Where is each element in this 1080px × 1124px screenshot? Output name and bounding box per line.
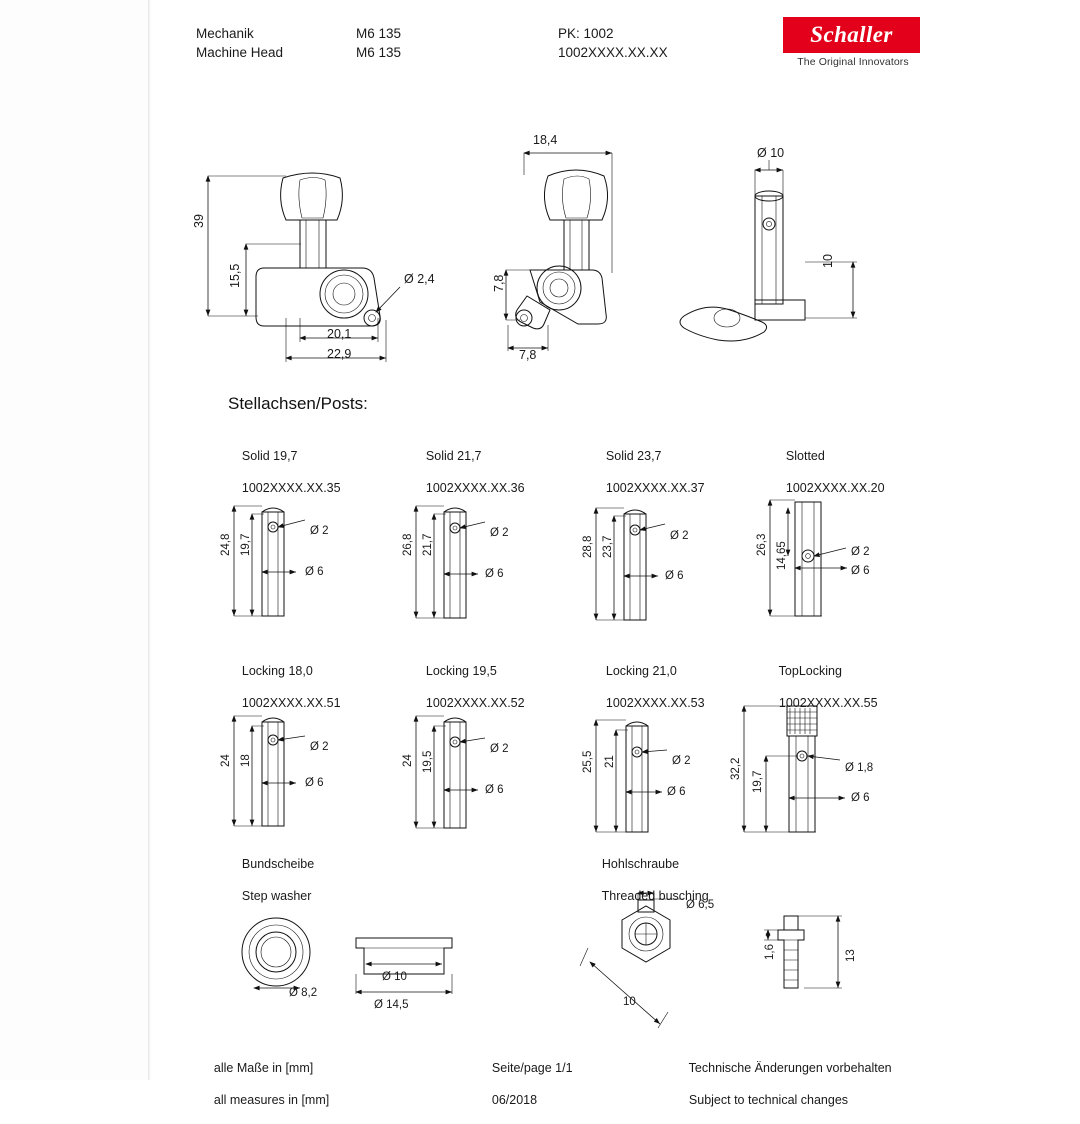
bushing-length-label: 13 (845, 949, 857, 962)
post1-total-label: 26,8 (402, 533, 414, 556)
footer-units-en: all measures in [mm] (213, 1093, 330, 1107)
post-caption-7 (765, 647, 878, 727)
washer-title-en: Step washer (241, 889, 312, 903)
top-diameter-label: Ø 10 (757, 146, 785, 160)
washer-outer-label: Ø 14,5 (374, 999, 409, 1011)
header-pk: PK: 1002 (558, 26, 614, 41)
post-drawing-6 (596, 720, 667, 832)
washer-mid-label: Ø 10 (382, 971, 407, 983)
post-caption-5 (412, 647, 525, 727)
post-code-1: 1002XXXX.XX.36 (425, 481, 525, 495)
post-drawing-1 (416, 506, 485, 618)
post3-total-label: 26,3 (756, 533, 768, 556)
footer-date: 06/2018 (491, 1093, 538, 1107)
front-width1-label: 20,1 (327, 327, 352, 341)
post7-post-label: 19,7 (752, 770, 764, 793)
side-view-drawing (506, 153, 612, 351)
brand-logo (783, 17, 923, 68)
post0-post-label: 19,7 (240, 533, 252, 556)
post5-shaft-label: Ø 6 (485, 784, 504, 796)
post-caption-2 (592, 432, 705, 512)
footer-units-de: alle Maße in [mm] (213, 1061, 314, 1075)
post6-hole-label: Ø 2 (672, 755, 691, 767)
front-hole-label: Ø 2,4 (404, 272, 435, 286)
footer-page (478, 1044, 573, 1124)
footer-notice (675, 1044, 892, 1124)
front-mid-label: 15,5 (228, 263, 242, 288)
logo-wordmark: Schaller (810, 22, 893, 47)
header-model-1: M6 135 (356, 26, 402, 41)
post-caption-3 (772, 432, 885, 512)
header-product-names (196, 24, 356, 62)
header-name-de: Mechanik (196, 26, 254, 41)
bushing-title-en: Threaded busching (601, 889, 709, 903)
post-caption-4 (228, 647, 341, 727)
post0-hole-label: Ø 2 (310, 525, 329, 537)
post6-shaft-label: Ø 6 (667, 786, 686, 798)
header-models (356, 24, 506, 62)
page-edge-shadow (148, 0, 151, 1080)
post5-hole-label: Ø 2 (490, 743, 509, 755)
post1-shaft-label: Ø 6 (485, 568, 504, 580)
post-code-0: 1002XXXX.XX.35 (241, 481, 341, 495)
post4-total-label: 24 (220, 754, 232, 767)
header-model-2: M6 135 (356, 45, 402, 60)
post-name-1: Solid 21,7 (425, 449, 482, 463)
front-height-label: 39 (192, 214, 206, 228)
footer-notice-de: Technische Änderungen vorbehalten (688, 1061, 892, 1075)
post-drawing-4 (234, 716, 305, 826)
post2-hole-label: Ø 2 (670, 530, 689, 542)
top-offset-label: 10 (821, 254, 835, 268)
post-code-6: 1002XXXX.XX.53 (605, 696, 705, 710)
front-width2-label: 22,9 (327, 347, 352, 361)
post7-shaft-label: Ø 6 (851, 792, 870, 804)
post-drawing-0 (234, 506, 305, 616)
washer-title-de: Bundscheibe (241, 857, 315, 871)
logo-tagline: The Original Innovators (797, 56, 909, 68)
footer-page-label: Seite/page 1/1 (491, 1061, 573, 1075)
side-width-label: 18,4 (533, 133, 558, 147)
bushing-flange-label: 1,6 (764, 944, 776, 960)
header-name-en: Machine Head (196, 45, 284, 60)
post-code-3: 1002XXXX.XX.20 (785, 481, 885, 495)
post-code-2: 1002XXXX.XX.37 (605, 481, 705, 495)
post7-total-label: 32,2 (730, 757, 742, 780)
post-name-7: TopLocking (778, 664, 842, 678)
post-caption-0 (228, 432, 341, 512)
bushing-top-label: Ø 6,5 (686, 899, 715, 911)
post0-shaft-label: Ø 6 (305, 566, 324, 578)
post-name-2: Solid 23,7 (605, 449, 662, 463)
post-code-4: 1002XXXX.XX.51 (241, 696, 341, 710)
page-left-margin (0, 0, 150, 1080)
post-name-3: Slotted (785, 449, 825, 463)
post2-shaft-label: Ø 6 (665, 570, 684, 582)
post0-total-label: 24,8 (220, 533, 232, 556)
side-base-label: 7,8 (519, 348, 537, 362)
post-code-5: 1002XXXX.XX.52 (425, 696, 525, 710)
post1-post-label: 21,7 (422, 533, 434, 556)
post-name-5: Locking 19,5 (425, 664, 497, 678)
top-view-drawing (680, 160, 857, 341)
bushing-title-de: Hohlschraube (601, 857, 680, 871)
washer-inner-label: Ø 8,2 (289, 987, 318, 999)
post2-post-label: 23,7 (602, 535, 614, 558)
washer-caption (228, 840, 314, 920)
post6-total-label: 25,5 (582, 750, 594, 773)
post-name-6: Locking 21,0 (605, 664, 677, 678)
post7-hole-label: Ø 1,8 (845, 762, 874, 774)
post2-total-label: 28,8 (582, 535, 594, 558)
bushing-thread-label: 10 (623, 996, 636, 1008)
post5-post-label: 19,5 (422, 750, 434, 773)
logo-box (783, 17, 920, 53)
post3-hole-label: Ø 2 (851, 546, 870, 558)
side-height-label: 7,8 (492, 274, 506, 292)
header-article-number: 1002XXXX.XX.XX (558, 45, 668, 60)
post-name-0: Solid 19,7 (241, 449, 298, 463)
post5-total-label: 24 (402, 754, 414, 767)
post-caption-1 (412, 432, 525, 512)
post-name-4: Locking 18,0 (241, 664, 313, 678)
post4-hole-label: Ø 2 (310, 741, 329, 753)
post3-shaft-label: Ø 6 (851, 565, 870, 577)
post6-post-label: 21 (604, 755, 616, 768)
post-drawing-2 (596, 508, 665, 620)
step-washer-drawing (242, 918, 452, 994)
post3-post-label: 14,65 (776, 541, 788, 570)
post-caption-6 (592, 647, 705, 727)
post-code-7: 1002XXXX.XX.55 (778, 696, 878, 710)
header-codes (558, 24, 778, 62)
footer-units (200, 1044, 329, 1124)
post4-shaft-label: Ø 6 (305, 777, 324, 789)
post4-post-label: 18 (240, 754, 252, 767)
post1-hole-label: Ø 2 (490, 527, 509, 539)
footer-notice-en: Subject to technical changes (688, 1093, 849, 1107)
posts-section-title: Stellachsen/Posts: (228, 394, 368, 413)
